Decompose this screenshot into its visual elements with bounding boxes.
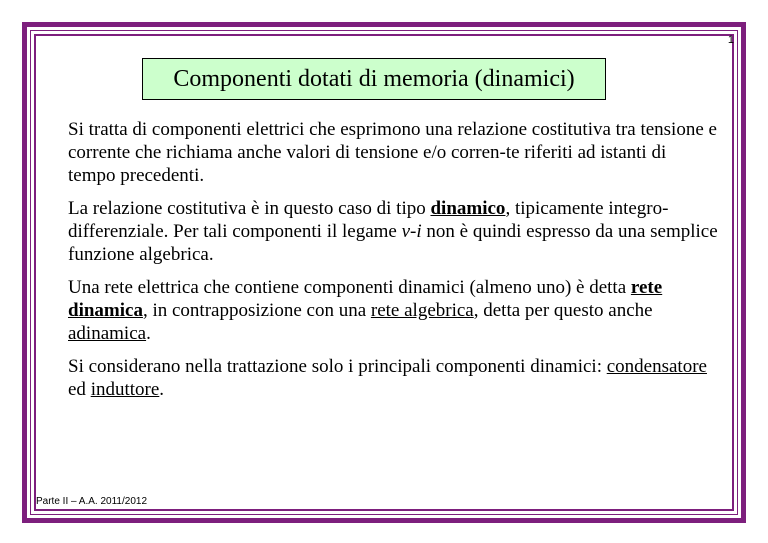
paragraph-3-text-3: , detta per questo anche xyxy=(473,300,653,321)
term-dinamico: dinamico xyxy=(430,198,506,219)
paragraph-3-text-4: . xyxy=(146,323,151,344)
footer-course-info: Parte II – A.A. 2011/2012 xyxy=(36,496,148,507)
paragraph-3-text-2: , in contrapposizione con una xyxy=(142,300,371,321)
paragraph-2-text-2: , tipicamente integro-differenziale. Per tali componenti il legame xyxy=(68,198,669,242)
paragraph-3 xyxy=(68,276,718,345)
paragraph-3-text-1: Una rete elettrica che contiene componenti dinamici (almeno uno) è detta xyxy=(68,277,631,298)
slide-title: Componenti dotati di memoria (dinamici) xyxy=(173,65,575,92)
paragraph-2-text-1: La relazione costitutiva è in questo caso di tipo xyxy=(68,198,431,219)
paragraph-4-text-3: . xyxy=(159,379,165,400)
paragraph-4 xyxy=(68,355,718,401)
term-v-i: v-i xyxy=(401,221,422,242)
term-adinamica: adinamica xyxy=(68,323,147,344)
paragraph-4-text-2: ed xyxy=(68,379,91,400)
term-rete-algebrica: rete algebrica xyxy=(370,300,474,321)
slide-body xyxy=(68,118,718,411)
paragraph-1: Si tratta di componenti elettrici che esprimono una relazione costitutiva tra tensione e corrente che richiama anche valori di tensione e/o corren-te riferiti ad istanti di tempo precedenti. xyxy=(68,119,717,186)
term-rete-dinamica: rete dinamica xyxy=(68,277,663,321)
paragraph-2-text-3: non è quindi espresso da una semplice funzione algebrica. xyxy=(68,221,718,265)
paragraph-2 xyxy=(68,197,718,266)
page-number: 1 xyxy=(727,34,734,46)
paragraph-4-text-1: Si considerano nella trattazione solo i principali componenti dinamici: xyxy=(68,356,607,377)
term-induttore: induttore xyxy=(90,379,160,400)
term-condensatore: condensatore xyxy=(606,356,707,377)
slide-title-box xyxy=(142,58,606,100)
